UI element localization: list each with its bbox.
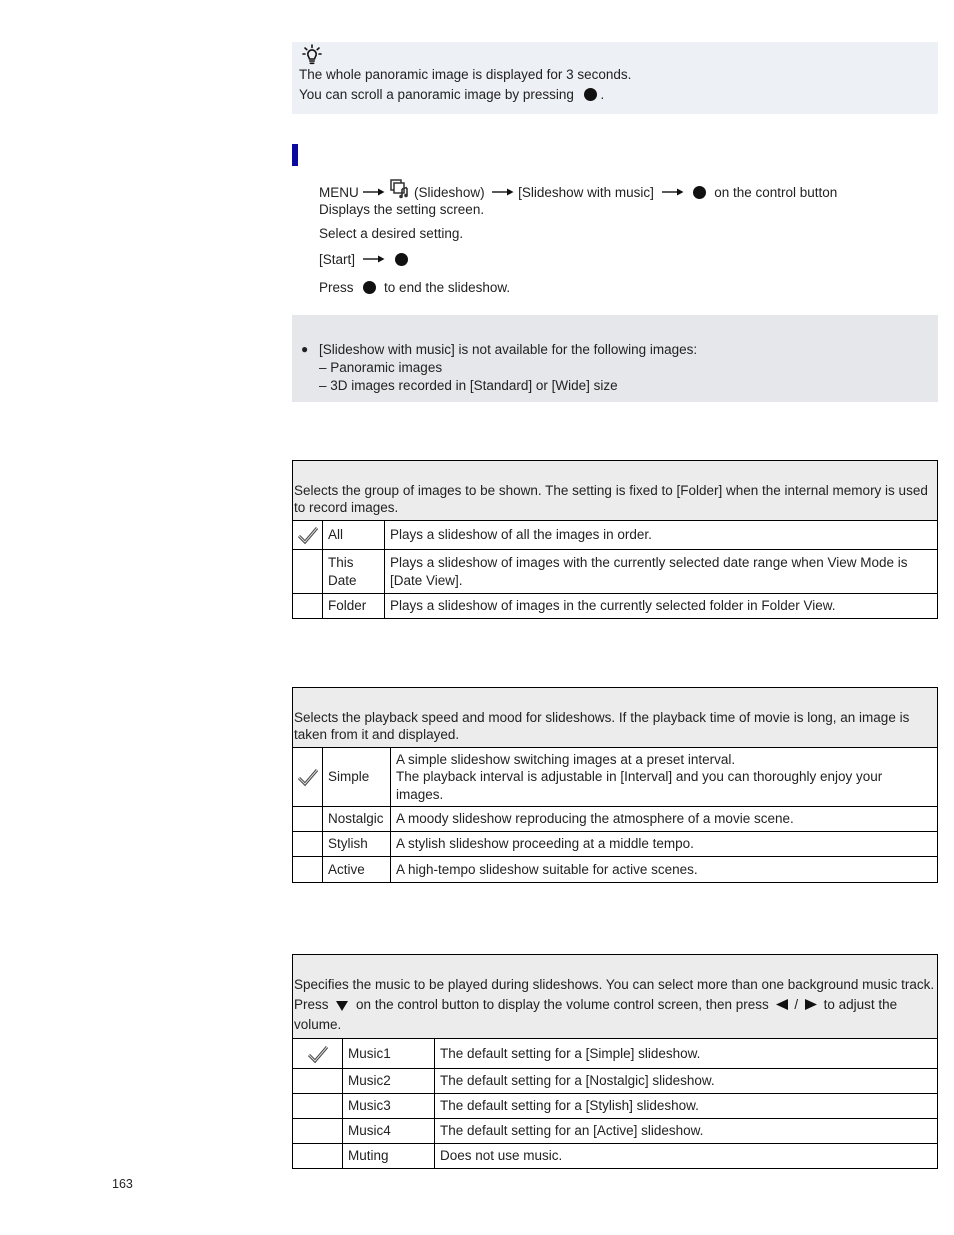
option-description: A high-tempo slideshow suitable for active scenes. <box>391 857 938 883</box>
hint-text-line2-end: . <box>600 87 605 102</box>
music-table-description <box>293 955 938 1039</box>
step-1-swm-label: [Slideshow with music] <box>518 185 654 200</box>
option-name: Active <box>323 857 391 883</box>
center-button-icon <box>395 253 408 266</box>
table-header-row <box>293 955 938 1039</box>
empty-check-cell <box>293 832 323 857</box>
step-2: Select a desired setting. <box>319 226 464 241</box>
option-description: The default setting for an [Active] slideshow. <box>435 1119 938 1144</box>
center-button-icon <box>693 186 706 199</box>
image-options-table <box>292 460 938 619</box>
slideshow-music-icon <box>390 179 410 199</box>
effects-table-description: Selects the playback speed and mood for slideshows. If the playback time of movie is long, an image is taken from it and displayed. <box>293 688 938 748</box>
right-triangle-icon <box>804 998 818 1011</box>
table-row <box>293 521 938 550</box>
option-description: A stylish slideshow proceeding at a middle tempo. <box>391 832 938 857</box>
note-line-1: [Slideshow with music] is not available for the following images: <box>319 342 698 357</box>
right-arrow-icon <box>662 188 684 196</box>
empty-check-cell <box>293 594 323 619</box>
table-row <box>293 1039 938 1069</box>
option-description: A moody slideshow reproducing the atmosphere of a movie scene. <box>391 807 938 832</box>
right-arrow-icon <box>492 188 514 196</box>
table-row <box>293 1119 938 1144</box>
option-description: The default setting for a [Stylish] slideshow. <box>435 1094 938 1119</box>
empty-check-cell <box>293 1144 343 1169</box>
option-description <box>391 748 938 807</box>
right-arrow-icon <box>363 255 385 263</box>
note-item-2-text: 3D images recorded in [Standard] or [Wide] size <box>330 378 618 393</box>
step-4 <box>319 280 510 295</box>
music-description-part-3: to adjust the volume. <box>294 997 898 1032</box>
empty-check-cell <box>293 1094 343 1119</box>
lightbulb-hint-icon <box>302 44 322 66</box>
empty-check-cell <box>293 1069 343 1094</box>
empty-check-cell <box>293 807 323 832</box>
default-check-icon <box>297 525 319 545</box>
image-table-description: Selects the group of images to be shown. The setting is fixed to [Folder] when the internal memory is used to record images. <box>293 461 938 521</box>
option-description: The default setting for a [Nostalgic] slideshow. <box>435 1069 938 1094</box>
option-name: Music4 <box>343 1119 435 1144</box>
option-description: The default setting for a [Simple] slideshow. <box>435 1039 938 1069</box>
option-description: Plays a slideshow of images in the currently selected folder in Folder View. <box>385 594 938 619</box>
table-header-row <box>293 688 938 748</box>
step-1 <box>319 179 837 200</box>
note-item-1 <box>319 360 442 375</box>
default-check-cell <box>293 1039 343 1069</box>
option-description-line-1: A simple slideshow switching images at a preset interval. <box>396 751 736 767</box>
music-description-separator: / <box>794 997 799 1012</box>
note-dash: – <box>319 378 327 393</box>
table-row <box>293 1144 938 1169</box>
table-row <box>293 857 938 883</box>
step-1-tail-text: on the control button <box>714 185 838 200</box>
note-item-1-text: Panoramic images <box>330 360 443 375</box>
center-button-icon <box>363 281 376 294</box>
step-4-start-text: Press <box>319 280 354 295</box>
option-name: Nostalgic <box>323 807 391 832</box>
step-3 <box>319 252 408 267</box>
option-name: Simple <box>323 748 391 807</box>
note-dash: – <box>319 360 327 375</box>
option-description: Plays a slideshow of images with the currently selected date range when View Mode is [Date View]. <box>385 550 938 594</box>
table-header-row <box>293 461 938 521</box>
step-1-menu-label: MENU <box>319 185 359 200</box>
table-row <box>293 832 938 857</box>
hint-text-line2 <box>299 87 604 102</box>
step-4-end-text: to end the slideshow. <box>384 280 511 295</box>
option-name: All <box>323 521 385 550</box>
effects-options-table <box>292 687 938 883</box>
option-name: Music2 <box>343 1069 435 1094</box>
section-heading-bar <box>292 144 298 166</box>
option-description: Does not use music. <box>435 1144 938 1169</box>
note-item-2 <box>319 378 618 393</box>
empty-check-cell <box>293 550 323 594</box>
default-check-icon <box>297 767 319 787</box>
left-triangle-icon <box>775 998 789 1011</box>
empty-check-cell <box>293 857 323 883</box>
default-check-cell <box>293 748 323 807</box>
hint-text-line2-start: You can scroll a panoramic image by pressing <box>299 87 574 102</box>
music-options-table <box>292 954 938 1169</box>
down-triangle-icon <box>335 1000 349 1012</box>
option-name: Folder <box>323 594 385 619</box>
default-check-icon <box>307 1044 329 1064</box>
step-1-description: Displays the setting screen. <box>319 202 485 217</box>
table-row <box>293 748 938 807</box>
music-description-part-2: on the control button to display the volume control screen, then press <box>356 997 769 1012</box>
table-row <box>293 807 938 832</box>
default-check-cell <box>293 521 323 550</box>
option-description: Plays a slideshow of all the images in order. <box>385 521 938 550</box>
option-name: Music3 <box>343 1094 435 1119</box>
empty-check-cell <box>293 1119 343 1144</box>
note-bullet: ● <box>301 342 309 356</box>
table-row <box>293 594 938 619</box>
option-name: This Date <box>323 550 385 594</box>
option-name: Muting <box>343 1144 435 1169</box>
option-name: Stylish <box>323 832 391 857</box>
music-description-part-1: Specifies the music to be played during slideshows. You can select more than one background music track. Press <box>294 977 935 1012</box>
hint-text-line1: The whole panoramic image is displayed for 3 seconds. <box>299 67 632 82</box>
option-description-line-2: The playback interval is adjustable in [Interval] and you can thoroughly enjoy your images. <box>396 769 883 802</box>
option-name: Music1 <box>343 1039 435 1069</box>
table-row <box>293 1094 938 1119</box>
step-3-start-label: [Start] <box>319 252 356 267</box>
step-1-slideshow-label: (Slideshow) <box>414 185 485 200</box>
table-row <box>293 550 938 594</box>
table-row <box>293 1069 938 1094</box>
center-button-icon <box>584 88 597 101</box>
page-number: 163 <box>112 1177 133 1191</box>
right-arrow-icon <box>363 188 385 196</box>
